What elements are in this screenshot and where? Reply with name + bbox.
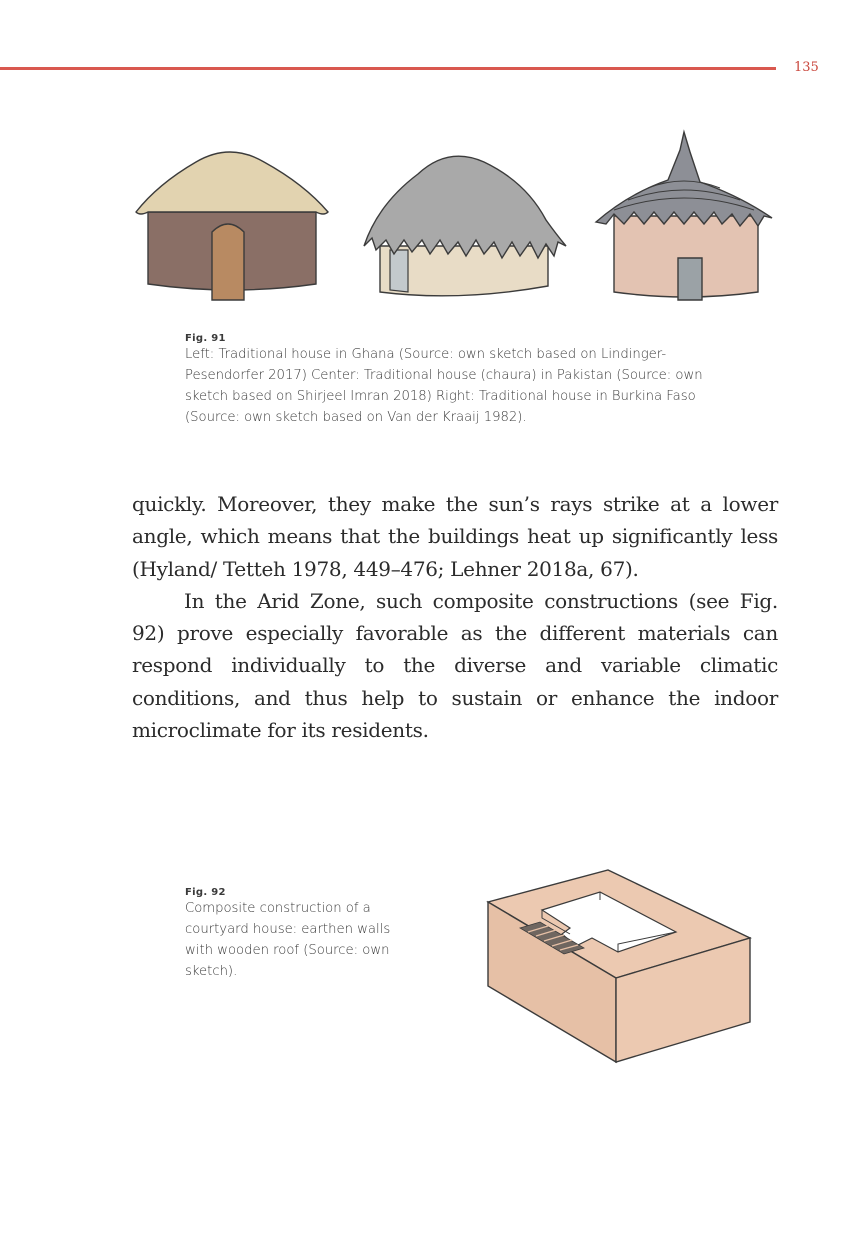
header-rule bbox=[0, 67, 776, 70]
figure-92-caption bbox=[185, 887, 410, 982]
figure-91-label: Fig. 91 bbox=[185, 333, 226, 344]
figure-91-caption-text: Left: Traditional house in Ghana (Source: own sketch based on Lindinger-Pesendorfer 2017) Center: Traditional house (chaura) in Pakistan (Source: own sketch based on Shirjeel Imran 2018) Right: Traditional house in Burkina Faso (Source: own sketch based on Van der Kraaij 1982). bbox=[185, 347, 703, 425]
pakistan-house-sketch bbox=[364, 156, 566, 296]
figure-92-caption-text: Composite construction of a courtyard house: earthen walls with wooden roof (Source: own sketch). bbox=[185, 901, 391, 979]
figure-91-caption bbox=[185, 333, 705, 428]
body-paragraph-2: In the Arid Zone, such composite constructions (see Fig. 92) prove especially favorable as the different materials can respond individually to the diverse and variable climatic conditions, and thus help to sustain or enhance the indoor microclimate for its residents. bbox=[132, 588, 778, 743]
ghana-house-sketch bbox=[136, 152, 328, 300]
page-number: 135 bbox=[794, 60, 819, 75]
figure-92-illustration bbox=[478, 862, 758, 1072]
body-text bbox=[132, 488, 778, 746]
burkina-house-sketch bbox=[596, 132, 772, 300]
figure-92-label: Fig. 92 bbox=[185, 887, 226, 898]
courtyard-house-sketch bbox=[488, 870, 750, 1062]
body-paragraph-1: quickly. Moreover, they make the sun’s rays strike at a lower angle, which means that the buildings heat up significantly less (Hyland/ Tetteh 1978, 449–476; Lehner 2018a, 67). bbox=[132, 492, 778, 581]
figure-91-illustration bbox=[128, 124, 788, 314]
